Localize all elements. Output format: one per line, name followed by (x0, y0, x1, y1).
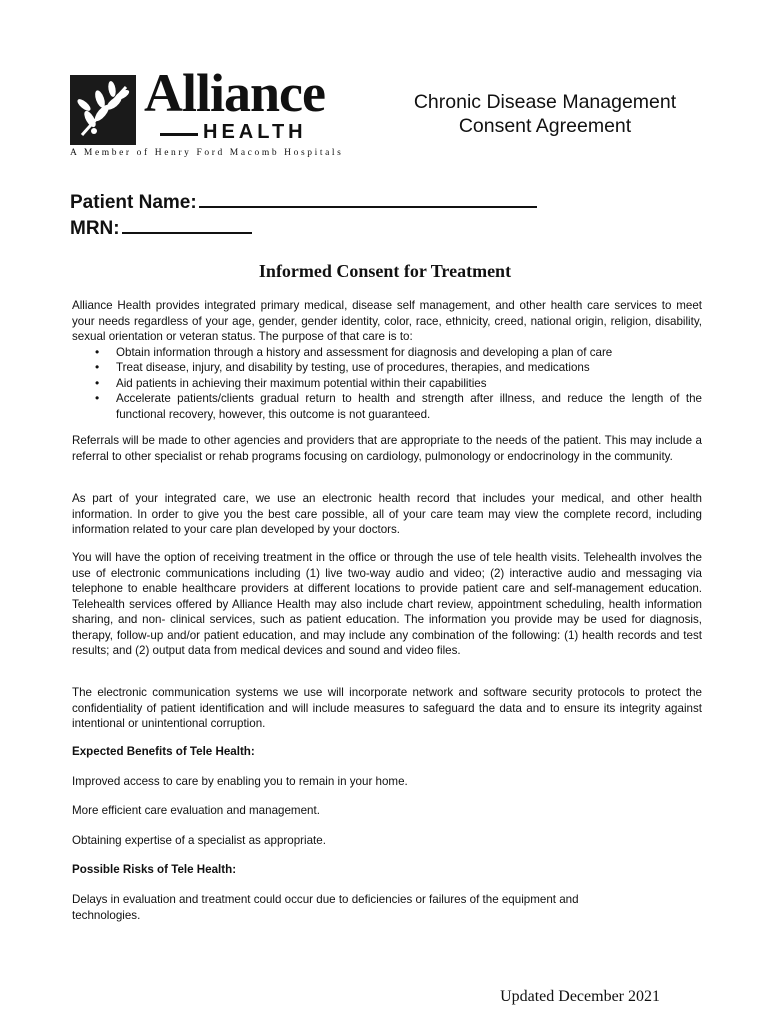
security-paragraph: The electronic communication systems we use will incorporate network and software security protocols to protect the confidentiality of patient identification and will include measures to safeguard the data and to ensure its integrity against intentional or unintentional corruption. (72, 686, 702, 730)
alliance-health-logo (70, 63, 390, 162)
title-line-2: Consent Agreement (458, 115, 632, 137)
intro-paragraph: Alliance Health provides integrated primary medical, disease self management, and other health care services to meet your needs regardless of your age, gender, gender identity, color, race, ethnicity, creed, national origin, religion, disability, sexual orientation or veteran status. The purpose of that care is to: (72, 299, 702, 343)
benefits-heading: Expected Benefits of Tele Health: (72, 745, 255, 758)
telehealth-paragraph: You will have the option of receiving treatment in the office or through the use of tele health visits. Telehealth involves the use of electronic communications including (1) live two-way audio and video; (2) interactive audio and messaging via telephone to enable healthcare providers at different locations to provide patient care and self-management education. Telehealth services offered by Alliance Health may also include chart review, appointment scheduling, health information sharing, and non- clinical services, such as patient education. The information you provide may be used for diagnosis, therapy, follow-up and/or patient education, and may include any combination of the following: (1) health records and test results; and (2) output data from medical devices and sound and video files. (72, 551, 702, 657)
benefit-item: Obtaining expertise of a specialist as appropriate. (72, 834, 326, 847)
patient-name-field[interactable] (70, 190, 537, 214)
section-title: Informed Consent for Treatment (258, 261, 512, 281)
risks-heading: Possible Risks of Tele Health: (72, 863, 237, 876)
care-purpose-list (72, 345, 702, 423)
mrn-label: MRN: (70, 218, 120, 239)
ehr-paragraph: As part of your integrated care, we use an electronic health record that includes your medical, and other health information. In order to give you the best care possible, all of your care team may view the complete record, including information related to your care plan developed by your doctors. (72, 492, 702, 536)
intro-block (72, 298, 702, 422)
benefit-item: More efficient care evaluation and management. (72, 804, 320, 817)
list-item: • Accelerate patients/clients gradual return to health and strength after illness, and reduce the length of the functional recovery, however, this outcome is not guaranteed. (92, 391, 702, 422)
referrals-paragraph: Referrals will be made to other agencies and providers that are appropriate to the needs of the patient. This may include a referral to other specialist or rehab programs focusing on cardiology, pulmonology or endocrinology in the community. (72, 434, 702, 463)
benefit-item: Improved access to care by enabling you to remain in your home. (72, 775, 408, 788)
updated-date: Updated December 2021 (500, 988, 660, 1005)
list-item: • Obtain information through a history and assessment for diagnosis and developing a plan of care (92, 345, 702, 361)
title-line-1: Chronic Disease Management (413, 91, 677, 113)
list-item: • Aid patients in achieving their maximum potential within their capabilities (92, 376, 702, 392)
patient-name-blank[interactable] (199, 190, 537, 208)
risk-item: Delays in evaluation and treatment could occur due to deficiencies or failures of the equipment and technologies. (72, 893, 579, 922)
olive-branch-logo-icon (70, 75, 136, 145)
logo-bar (160, 133, 198, 136)
logo-wordmark: Alliance (144, 63, 325, 123)
logo-tagline: A Member of Henry Ford Macomb Hospitals (70, 148, 344, 158)
mrn-field[interactable] (70, 216, 252, 240)
mrn-blank[interactable] (122, 216, 252, 234)
document-title (400, 90, 690, 138)
logo-subword: HEALTH (203, 121, 307, 143)
list-item: • Treat disease, injury, and disability by testing, use of procedures, therapies, and medications (92, 360, 702, 376)
patient-name-label: Patient Name: (70, 192, 197, 213)
